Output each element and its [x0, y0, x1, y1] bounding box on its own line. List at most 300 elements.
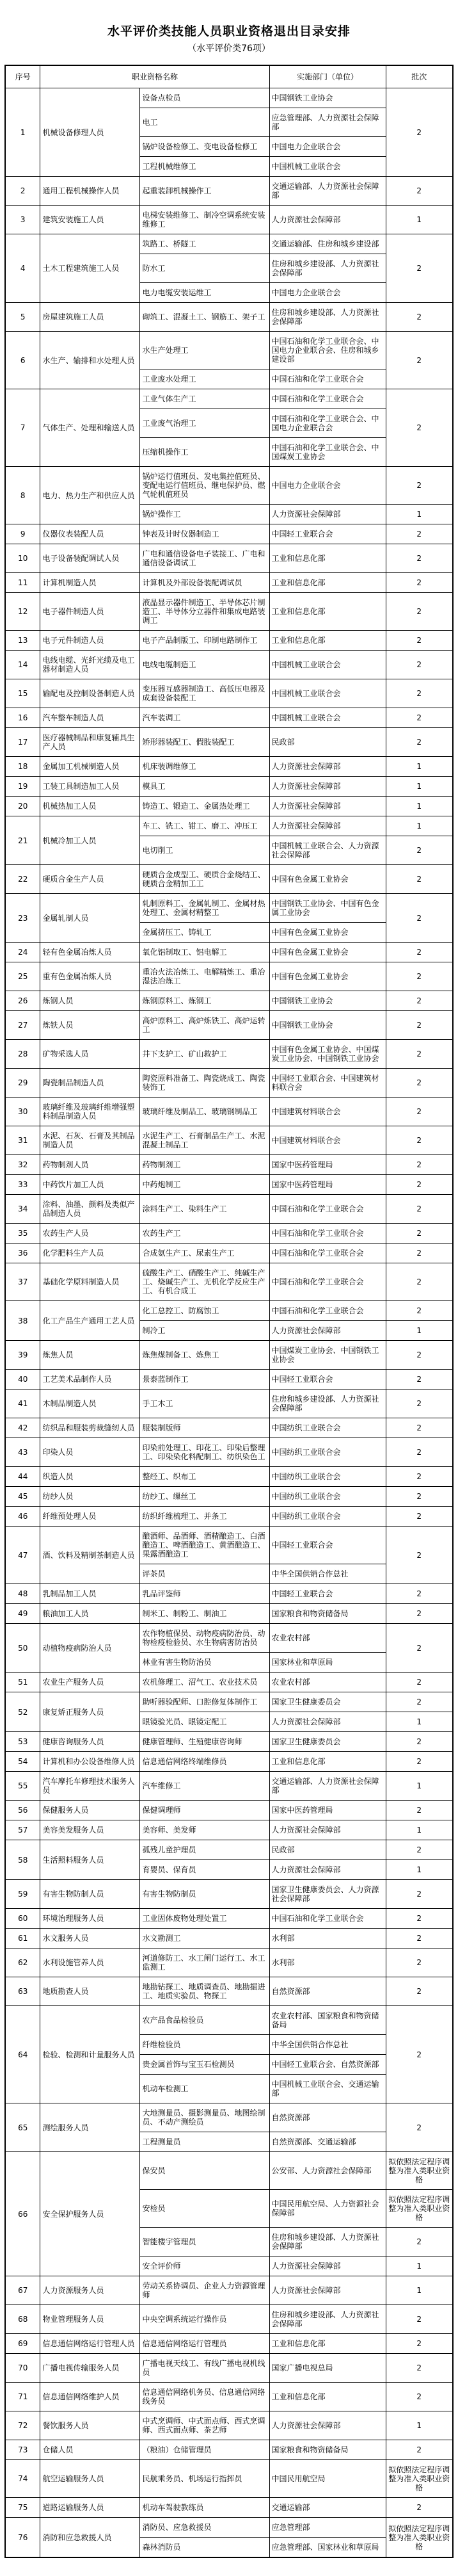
- table-row: [5, 1624, 453, 1653]
- department-cell: 中国民用航空局、人力资源社会保障部: [269, 2190, 386, 2228]
- qualification-cell: 河道修防工、水工闸门运行工、水工监测工: [140, 1948, 269, 1977]
- batch-cell: 2: [386, 303, 453, 332]
- category-cell: 检验、检测和计量服务人员: [40, 2006, 140, 2103]
- department-cell: 交通运输部: [269, 2498, 386, 2518]
- qualification-cell: 乳品评鉴师: [140, 1584, 269, 1604]
- qualification-cell: 农药生产工: [140, 1224, 269, 1243]
- table-row: [5, 1929, 453, 1948]
- qualification-cell: 森林消防员: [140, 2538, 269, 2558]
- department-cell: 中国机械工业联合会: [269, 708, 386, 728]
- qualification-cell: 电子产品制版工、印制电路制作工: [140, 631, 269, 651]
- category-cell: 工艺美术品制作人员: [40, 1370, 140, 1389]
- qualification-cell: 炼焦煤制备工、炼焦工: [140, 1341, 269, 1370]
- qualification-cell: （粮油）仓储管理员: [140, 2440, 269, 2460]
- department-cell: 中华全国供销合作总社: [269, 2035, 386, 2055]
- row-number-cell: 45: [5, 1487, 40, 1507]
- qualification-cell: 农作物植保员、动物疫病防治员、动物检疫检验员、水生物病害防治员: [140, 1624, 269, 1653]
- qualification-cell: 电工: [140, 108, 269, 137]
- department-cell: 人力资源社会保障部: [269, 816, 386, 836]
- row-number-cell: 71: [5, 2383, 40, 2411]
- batch-cell: 2: [386, 2498, 453, 2518]
- row-number-cell: 11: [5, 573, 40, 593]
- qualification-cell: 电切削工: [140, 836, 269, 865]
- department-cell: 自然资源部、交通运输部: [269, 2132, 386, 2152]
- row-number-cell: 74: [5, 2460, 40, 2498]
- row-number-cell: 61: [5, 1929, 40, 1948]
- row-number-cell: 33: [5, 1175, 40, 1195]
- batch-cell: 2: [386, 1948, 453, 1977]
- qualification-cell: 铸造工、锻造工、金属热处理工: [140, 797, 269, 816]
- qualification-cell: 工业固体废物处理处置工: [140, 1909, 269, 1929]
- row-number-cell: 27: [5, 1011, 40, 1040]
- department-cell: 中国纺织工业联合会: [269, 1507, 386, 1527]
- department-cell: 人力资源社会保障部: [269, 1712, 386, 1732]
- category-cell: 电子器件制造人员: [40, 593, 140, 631]
- category-cell: 农业生产服务人员: [40, 1673, 140, 1692]
- table-row: [5, 2498, 453, 2518]
- row-number-cell: 46: [5, 1507, 40, 1527]
- table-row: [5, 1977, 453, 2006]
- row-number-cell: 39: [5, 1341, 40, 1370]
- batch-cell: 2: [386, 1195, 453, 1224]
- table-row: [5, 1418, 453, 1438]
- row-number-cell: 2: [5, 177, 40, 206]
- batch-cell: 2: [386, 2305, 453, 2334]
- batch-cell: 拟依照法定程序调整为准入类职业资格: [386, 2190, 453, 2228]
- qualification-cell: 药物制剂工: [140, 1155, 269, 1175]
- row-number-cell: 8: [5, 467, 40, 524]
- qualification-cell: 压缩机操作工: [140, 438, 269, 467]
- batch-cell: 2: [386, 467, 453, 505]
- department-cell: 工业和信息化部: [269, 1752, 386, 1772]
- batch-cell: 1: [386, 797, 453, 816]
- batch-cell: 2: [386, 1389, 453, 1418]
- department-cell: 中国电力企业联合会: [269, 467, 386, 505]
- row-number-cell: 34: [5, 1195, 40, 1224]
- qualification-cell: 助听器验配师、口腔修复体制作工: [140, 1692, 269, 1712]
- batch-cell: 2: [386, 865, 453, 894]
- category-cell: 物业管理服务人员: [40, 2305, 140, 2334]
- department-cell: 公安部、人力资源社会保障部: [269, 2152, 386, 2190]
- batch-cell: 2: [386, 1011, 453, 1040]
- department-cell: 中国机械工业联合会: [269, 651, 386, 679]
- row-number-cell: 37: [5, 1263, 40, 1301]
- category-cell: 水利设施管养人员: [40, 1948, 140, 1977]
- category-cell: 环境治理服务人员: [40, 1909, 140, 1929]
- qualification-cell: 广播电视天线工、有线广播电视机线员: [140, 2354, 269, 2383]
- department-cell: 人力资源社会保障部: [269, 797, 386, 816]
- qualification-cell: 水文勘测工: [140, 1929, 269, 1948]
- header-department: 实施部门（单位）: [269, 65, 386, 88]
- department-cell: 国家中医药管理局: [269, 1155, 386, 1175]
- category-cell: 机械冷加工人员: [40, 816, 140, 865]
- row-number-cell: 25: [5, 962, 40, 991]
- batch-cell: 2: [386, 894, 453, 943]
- department-cell: 国家中医药管理局: [269, 1801, 386, 1820]
- category-cell: 安全保护服务人员: [40, 2152, 140, 2276]
- department-cell: 中国钢铁工业协会、中国有色金属工业协会: [269, 894, 386, 923]
- department-cell: 住房和城乡建设部、人力资源社会保障部: [269, 2228, 386, 2256]
- qualification-cell: 保健调理师: [140, 1801, 269, 1820]
- row-number-cell: 68: [5, 2305, 40, 2334]
- qualification-cell: 重冶火法冶炼工、电解精炼工、重冶湿法冶炼工: [140, 962, 269, 991]
- department-cell: 人力资源社会保障部: [269, 1860, 386, 1880]
- table-row: [5, 1155, 453, 1175]
- category-cell: 化学肥料生产人员: [40, 1243, 140, 1263]
- category-cell: 航空运输服务人员: [40, 2460, 140, 2498]
- department-cell: 民政部: [269, 1840, 386, 1860]
- row-number-cell: 48: [5, 1584, 40, 1604]
- table-row: [5, 2518, 453, 2538]
- qualification-cell: 涂料生产工、染料生产工: [140, 1195, 269, 1224]
- department-cell: 国家林业和草原局: [269, 1653, 386, 1673]
- category-cell: 计算机和办公设备维修人员: [40, 1752, 140, 1772]
- qualification-cell: 硬质合金成型工、硬质合金烧结工、硬质合金精加工工: [140, 865, 269, 894]
- batch-cell: 2: [386, 389, 453, 467]
- batch-cell: 2: [386, 1624, 453, 1673]
- category-cell: 粮油加工人员: [40, 1604, 140, 1624]
- category-cell: 基础化学原料制造人员: [40, 1263, 140, 1301]
- table-row: [5, 1224, 453, 1243]
- department-cell: 国家卫生健康委员会: [269, 1732, 386, 1752]
- department-cell: 中国建筑材料联合会: [269, 1126, 386, 1155]
- batch-cell: 2: [386, 1752, 453, 1772]
- category-cell: 信息通信网络运行管理人员: [40, 2334, 140, 2354]
- batch-cell: 2: [386, 1126, 453, 1155]
- row-number-cell: 12: [5, 593, 40, 631]
- table-row: [5, 2440, 453, 2460]
- row-number-cell: 30: [5, 1098, 40, 1126]
- department-cell: 中国电力企业联合会: [269, 283, 386, 303]
- qualification-cell: 工业废气治理工: [140, 409, 269, 438]
- batch-cell: 2: [386, 728, 453, 757]
- row-number-cell: 9: [5, 524, 40, 544]
- batch-cell: 2: [386, 679, 453, 708]
- table-row: [5, 1840, 453, 1860]
- department-cell: 中国石油和化学工业联合会、中国电力企业联合会: [269, 409, 386, 438]
- row-number-cell: 32: [5, 1155, 40, 1175]
- category-cell: 涂料、油墨、颜料及类似产品制造人员: [40, 1195, 140, 1224]
- row-number-cell: 76: [5, 2518, 40, 2558]
- qualification-cell: 矫形器装配工、假肢装配工: [140, 728, 269, 757]
- row-number-cell: 17: [5, 728, 40, 757]
- batch-cell: 2: [386, 544, 453, 573]
- row-number-cell: 29: [5, 1069, 40, 1098]
- qualification-cell: 防水工: [140, 254, 269, 283]
- row-number-cell: 56: [5, 1801, 40, 1820]
- batch-cell: 2: [386, 1263, 453, 1301]
- category-cell: 动植物疫病防治人员: [40, 1624, 140, 1673]
- table-row: [5, 332, 453, 369]
- qualification-cell: 安检员: [140, 2190, 269, 2228]
- row-number-cell: 52: [5, 1692, 40, 1732]
- row-number-cell: 44: [5, 1467, 40, 1487]
- batch-cell: 1: [386, 757, 453, 777]
- category-cell: 农药生产人员: [40, 1224, 140, 1243]
- department-cell: 工业和信息化部: [269, 573, 386, 593]
- department-cell: 中国纺织工业联合会: [269, 1438, 386, 1467]
- table-row: [5, 1263, 453, 1301]
- batch-cell: 1: [386, 1321, 453, 1341]
- category-cell: 矿物采选人员: [40, 1040, 140, 1069]
- category-cell: 通用工程机械操作人员: [40, 177, 140, 206]
- department-cell: 人力资源社会保障部: [269, 206, 386, 234]
- table-row: [5, 1341, 453, 1370]
- row-number-cell: 73: [5, 2440, 40, 2460]
- row-number-cell: 6: [5, 332, 40, 389]
- batch-cell: 2: [386, 631, 453, 651]
- qualification-cell: 广电和通信设备电子装接工、广电和通信设备调试工: [140, 544, 269, 573]
- batch-cell: 2: [386, 1584, 453, 1604]
- department-cell: 应急管理部、人力资源社会保障部: [269, 108, 386, 137]
- qualification-cell: 工业气体生产工: [140, 389, 269, 409]
- batch-cell: 1: [386, 1712, 453, 1732]
- row-number-cell: 70: [5, 2354, 40, 2383]
- row-number-cell: 18: [5, 757, 40, 777]
- qualification-cell: 高炉原料工、高炉炼铁工、高炉运转工: [140, 1011, 269, 1040]
- table-row: [5, 2276, 453, 2305]
- qualification-cell: 有害生物防制员: [140, 1880, 269, 1909]
- batch-cell: 2: [386, 1438, 453, 1467]
- category-cell: 纺织品和服装剪裁缝纫人员: [40, 1418, 140, 1438]
- qualification-cell: 景泰蓝制作工: [140, 1370, 269, 1389]
- batch-cell: 2: [386, 1040, 453, 1069]
- category-cell: 房屋建筑施工人员: [40, 303, 140, 332]
- table-row: [5, 1584, 453, 1604]
- table-row: [5, 2383, 453, 2411]
- row-number-cell: 19: [5, 777, 40, 797]
- qualification-cell: 纺织纤维梳理工、并条工: [140, 1507, 269, 1527]
- department-cell: 交通运输部、人力资源社会保障部: [269, 1772, 386, 1801]
- category-cell: 水泥、石灰、石膏及其制品制造人员: [40, 1126, 140, 1155]
- row-number-cell: 3: [5, 206, 40, 234]
- table-row: [5, 1175, 453, 1195]
- table-row: [5, 1011, 453, 1040]
- category-cell: 餐饮服务人员: [40, 2411, 140, 2440]
- qualification-cell: 信息通信网络机务员、信息通信网络线务员: [140, 2383, 269, 2411]
- table-row: [5, 1301, 453, 1321]
- department-cell: 工业和信息化部: [269, 593, 386, 631]
- qualification-cell: 民航乘务员、机场运行指挥员: [140, 2460, 269, 2498]
- qualification-cell: 保安员: [140, 2152, 269, 2190]
- category-cell: 医疗器械制品和康复辅具生产人员: [40, 728, 140, 757]
- row-number-cell: 75: [5, 2498, 40, 2518]
- batch-cell: 1: [386, 2411, 453, 2440]
- qualification-cell: 机床装调维修工: [140, 757, 269, 777]
- department-cell: 国家广播电视总局: [269, 2354, 386, 2383]
- row-number-cell: 58: [5, 1840, 40, 1880]
- batch-cell: 2: [386, 2006, 453, 2103]
- department-cell: 中国轻工业联合会、中国建筑材料联合会: [269, 1069, 386, 1098]
- department-cell: 中国电力企业联合会: [269, 137, 386, 157]
- category-cell: 工装工具制造加工人员: [40, 777, 140, 797]
- qualification-cell: 制米工、制粉工、制油工: [140, 1604, 269, 1624]
- department-cell: 中国钢铁工业协会: [269, 1011, 386, 1040]
- table-row: [5, 389, 453, 409]
- category-cell: 汽车摩托车修理技术服务人员: [40, 1772, 140, 1801]
- row-number-cell: 22: [5, 865, 40, 894]
- batch-cell: 2: [386, 1224, 453, 1243]
- department-cell: 人力资源社会保障部: [269, 2411, 386, 2440]
- department-cell: 人力资源社会保障部: [269, 1820, 386, 1840]
- qualification-cell: 氧化铝制取工、铝电解工: [140, 943, 269, 962]
- category-cell: 水文服务人员: [40, 1929, 140, 1948]
- department-cell: 国家卫生健康委员会: [269, 1692, 386, 1712]
- qualification-cell: 机动车检测工: [140, 2075, 269, 2103]
- table-row: [5, 631, 453, 651]
- batch-cell: 2: [386, 1069, 453, 1098]
- batch-cell: 2: [386, 1977, 453, 2006]
- table-row: [5, 1195, 453, 1224]
- department-cell: 农业农村部: [269, 1673, 386, 1692]
- batch-cell: 2: [386, 593, 453, 631]
- qualification-cell: 液晶显示器件制造工、半导体芯片制造工、半导体分立器件和集成电路装调工: [140, 593, 269, 631]
- qualification-cell: 林业有害生物防治员: [140, 1653, 269, 1673]
- table-row: [5, 1909, 453, 1929]
- batch-cell: 2: [386, 962, 453, 991]
- department-cell: 人力资源社会保障部: [269, 777, 386, 797]
- row-number-cell: 62: [5, 1948, 40, 1977]
- department-cell: 水利部: [269, 1929, 386, 1948]
- department-cell: 中国钢铁工业协会: [269, 88, 386, 108]
- qualification-cell: 机动车驾驶教练员: [140, 2498, 269, 2518]
- batch-cell: 2: [386, 836, 453, 865]
- department-cell: 人力资源社会保障部: [269, 757, 386, 777]
- department-cell: 中国纺织工业联合会: [269, 1467, 386, 1487]
- department-cell: 人力资源社会保障部: [269, 2256, 386, 2276]
- row-number-cell: 72: [5, 2411, 40, 2440]
- category-cell: 康复矫正服务人员: [40, 1692, 140, 1732]
- qualification-cell: 电力电缆安装运维工: [140, 283, 269, 303]
- row-number-cell: 57: [5, 1820, 40, 1840]
- category-cell: 消防和应急救援人员: [40, 2518, 140, 2558]
- qualification-cell: 变压器互感器制造工、高低压电器及成套设备装配工: [140, 679, 269, 708]
- department-cell: 应急管理部: [269, 2518, 386, 2538]
- category-cell: 健康咨询服务人员: [40, 1732, 140, 1752]
- category-cell: 建筑安装施工人员: [40, 206, 140, 234]
- batch-cell: 2: [386, 1929, 453, 1948]
- qualification-cell: 安全评价师: [140, 2256, 269, 2276]
- qualification-cell: 手工木工: [140, 1389, 269, 1418]
- qualification-cell: 钟表及计时仪器制造工: [140, 524, 269, 544]
- row-number-cell: 15: [5, 679, 40, 708]
- department-cell: 中国轻工业联合会: [269, 1370, 386, 1389]
- row-number-cell: 16: [5, 708, 40, 728]
- table-row: [5, 1069, 453, 1098]
- category-cell: 金属轧制人员: [40, 894, 140, 943]
- department-cell: 中国石油和化学工业联合会: [269, 1301, 386, 1321]
- table-row: [5, 2334, 453, 2354]
- category-cell: 仪器仪表装配人员: [40, 524, 140, 544]
- qualification-cell: 中药炮制工: [140, 1175, 269, 1195]
- qualification-cell: 锅炉运行值班员、发电集控值班员、变配电运行值班员、继电保护员、燃气轮机值班员: [140, 467, 269, 505]
- department-cell: 住房和城乡建设部、人力资源社会保障部: [269, 1389, 386, 1418]
- category-cell: 测绘服务人员: [40, 2103, 140, 2152]
- department-cell: 中国石油和化学工业联合会: [269, 389, 386, 409]
- table-row: [5, 1389, 453, 1418]
- category-cell: 金属加工机械制造人员: [40, 757, 140, 777]
- department-cell: 住房和城乡建设部、人力资源社会保障部: [269, 254, 386, 283]
- qualification-cell: 信息通信网络终端维修员: [140, 1752, 269, 1772]
- page-subtitle: （水平评价类76项）: [187, 44, 271, 54]
- table-row: [5, 728, 453, 757]
- table-row: [5, 1673, 453, 1692]
- department-cell: 交通运输部、人力资源社会保障部: [269, 177, 386, 206]
- department-cell: 中国机械工业联合会、交通运输部: [269, 2075, 386, 2103]
- row-number-cell: 69: [5, 2334, 40, 2354]
- qualification-cell: 劳动关系协调员、企业人力资源管理师: [140, 2276, 269, 2305]
- row-number-cell: 53: [5, 1732, 40, 1752]
- table-row: [5, 1527, 453, 1564]
- row-number-cell: 65: [5, 2103, 40, 2152]
- batch-cell: 2: [386, 2440, 453, 2460]
- qualification-cell: 眼镜验光员、眼镜定配工: [140, 1712, 269, 1732]
- batch-cell: 1: [386, 2256, 453, 2276]
- table-row: [5, 991, 453, 1011]
- qualification-cell: 车工、铣工、钳工、磨工、冲压工: [140, 816, 269, 836]
- table-row: [5, 651, 453, 679]
- department-cell: 中国石油和化学工业联合会、中国煤炭工业协会: [269, 438, 386, 467]
- qualification-cell: 整经工、织布工: [140, 1467, 269, 1487]
- department-cell: 中国机械工业联合会: [269, 679, 386, 708]
- table-row: [5, 777, 453, 797]
- row-number-cell: 42: [5, 1418, 40, 1438]
- qualification-cell: 健康管理师、生殖健康咨询师: [140, 1732, 269, 1752]
- table-row: [5, 1772, 453, 1801]
- table-row: [5, 679, 453, 708]
- row-number-cell: 54: [5, 1752, 40, 1772]
- qualification-cell: 筑路工、桥隧工: [140, 234, 269, 254]
- batch-cell: 1: [386, 206, 453, 234]
- header-qualification-name: 职业资格名称: [40, 65, 269, 88]
- department-cell: 中国有色金属工业协会: [269, 962, 386, 991]
- table-row: [5, 1692, 453, 1712]
- table-row: [5, 1507, 453, 1527]
- batch-cell: 2: [386, 1527, 453, 1584]
- row-number-cell: 35: [5, 1224, 40, 1243]
- qualification-cell: 智能楼宇管理员: [140, 2228, 269, 2256]
- department-cell: 中国纺织工业联合会: [269, 1487, 386, 1507]
- qualification-cell: 金属挤压工、铸轧工: [140, 923, 269, 943]
- batch-cell: 2: [386, 524, 453, 544]
- qualification-cell: 电梯安装维修工、制冷空调系统安装维修工: [140, 206, 269, 234]
- department-cell: 农业农村部、国家粮食和物资储备局: [269, 2006, 386, 2035]
- category-cell: 保健服务人员: [40, 1801, 140, 1820]
- qualification-cell: 印染前处理工、印花工、印染后整理工、印染染化料配制工、纺织染色工: [140, 1438, 269, 1467]
- qualification-cell: 评茶员: [140, 1564, 269, 1584]
- department-cell: 应急管理部、国家林业和草原局: [269, 2538, 386, 2558]
- table-row: [5, 1732, 453, 1752]
- category-cell: 机械热加工人员: [40, 797, 140, 816]
- table-row: [5, 1880, 453, 1909]
- department-cell: 交通运输部、住房和城乡建设部: [269, 234, 386, 254]
- qualification-catalog-table: [4, 65, 454, 2558]
- category-cell: 纤维预处理人员: [40, 1507, 140, 1527]
- department-cell: 住房和城乡建设部、人力资源社会保障部: [269, 303, 386, 332]
- batch-cell: 2: [386, 1604, 453, 1624]
- department-cell: 中国石油和化学工业联合会: [269, 1263, 386, 1301]
- batch-cell: 1: [386, 1860, 453, 1880]
- batch-cell: 2: [386, 2228, 453, 2256]
- table-row: [5, 894, 453, 923]
- department-cell: 自然资源部: [269, 2103, 386, 2132]
- row-number-cell: 64: [5, 2006, 40, 2103]
- batch-cell: 1: [386, 1772, 453, 1801]
- category-cell: 纺纱人员: [40, 1487, 140, 1507]
- batch-cell: 1: [386, 2276, 453, 2305]
- department-cell: 中国轻工业联合会: [269, 1584, 386, 1604]
- batch-cell: 2: [386, 2354, 453, 2383]
